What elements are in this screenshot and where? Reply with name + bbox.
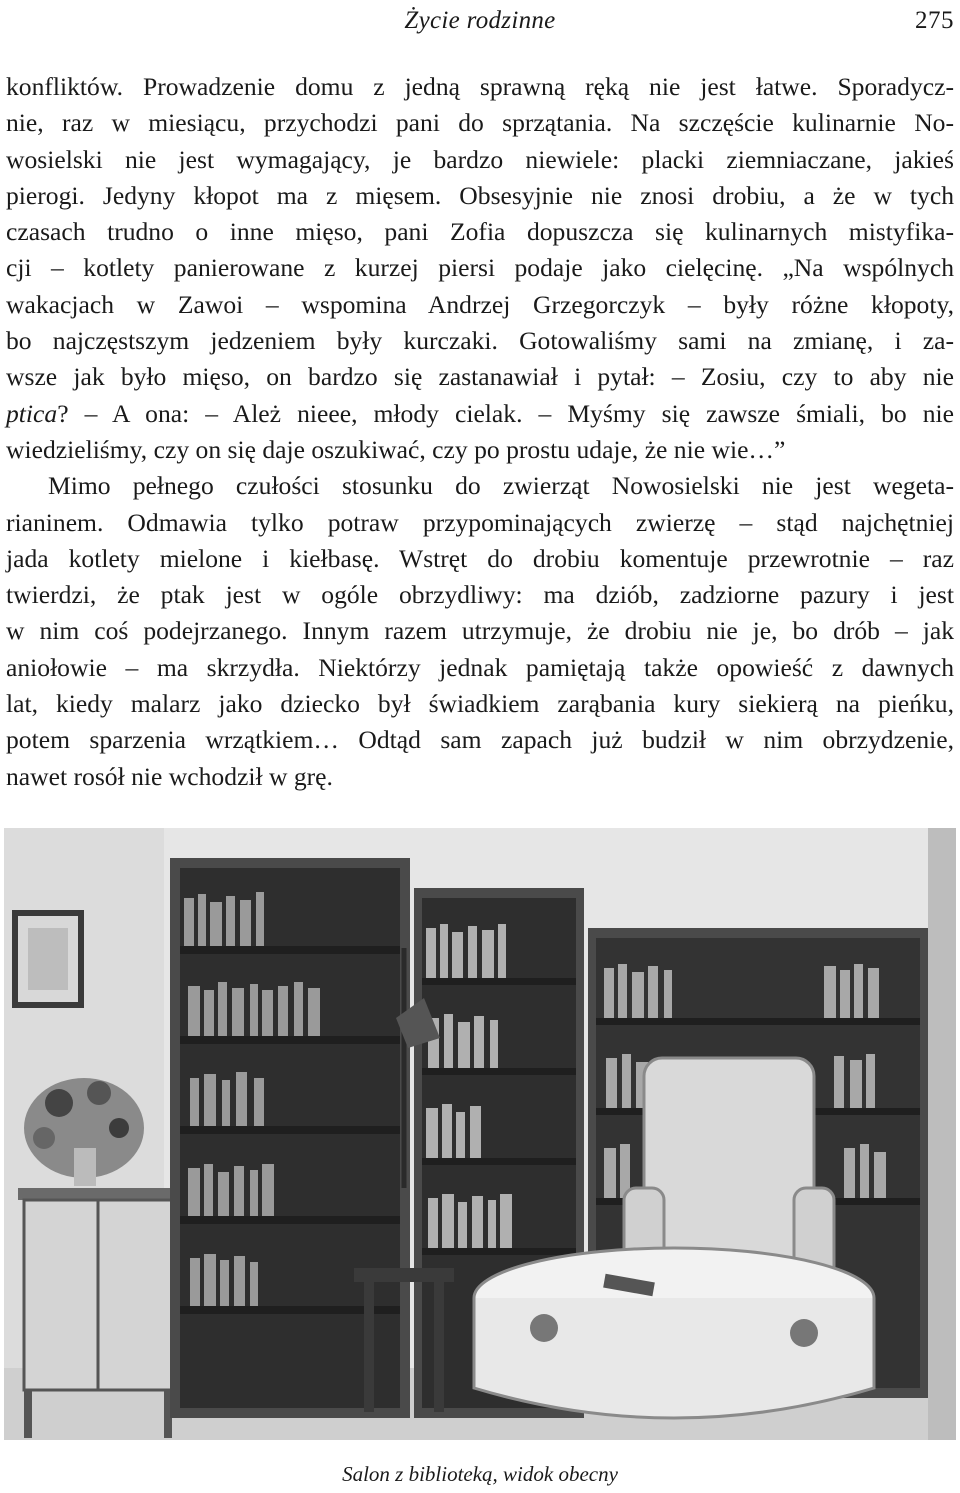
running-head [0, 4, 960, 38]
text-line: rianinem. Odmawia tylko potraw przypominających zwierzę – stąd najchętniej [6, 507, 954, 537]
text-line: lat, kiedy malarz jako dziecko był świadkiem zarąbania kury siekierą na pieńku, [6, 689, 954, 719]
text-line: nie, raz w miesiącu, przychodzi pani do sprzątania. Na szczęście kulinarnie No- [6, 108, 954, 138]
body-text [6, 69, 954, 795]
text-line: wsze jak było mięso, on bardzo się zastanawiał i pytał: – Zosiu, czy to aby nie [6, 362, 954, 392]
text-line [6, 396, 954, 432]
text-line: aniołowie – ma skrzydła. Niektórzy jednak pamiętają także opowieść z dawnych [6, 652, 954, 682]
round-table [474, 1248, 874, 1418]
text-line: wakacjach w Zawoi – wspomina Andrzej Grzegorczyk – były różne kłopoty, [6, 289, 954, 319]
text-line: w nim coś podejrzanego. Innym razem utrzymuje, że drobiu nie je, bo drób – jak [6, 616, 954, 646]
framed-picture [12, 910, 84, 1008]
text-line: pierogi. Jedyny kłopot ma z mięsem. Obsesyjnie nie znosi drobiu, a że w tych [6, 180, 954, 210]
text-line: Mimo pełnego czułości stosunku do zwierząt Nowosielski nie jest wegeta- [48, 471, 954, 501]
text-line: cji – kotlety panierowane z kurzej piersi podaje jako cielęcinę. „Na wspólnych [6, 253, 954, 283]
text-line: bo najczęstszym jedzeniem były kurczaki. Gotowaliśmy sami na zmianę, i za- [6, 326, 954, 356]
library-photo [4, 828, 956, 1440]
text-line: czasach trudno o inne mięso, pani Zofia dopuszcza się kulinarnych mistyfika- [6, 217, 954, 247]
italic-word: ptica [6, 398, 58, 428]
text-line: potem sparzenia wrzątkiem… Odtąd sam zapach już budził w nim obrzydzenie, [6, 725, 954, 755]
page-number: 275 [915, 7, 954, 34]
paragraph-1 [6, 69, 954, 468]
text-line-rest: ? – A ona: – Ależ nieee, młody cielak. – Myśmy się zawsze śmiali, bo nie [57, 398, 954, 428]
text-line: twierdzi, że ptak jest w ogóle obrzydliwy: ma dziób, zadziorne pazury i jest [6, 580, 954, 610]
photo-caption: Salon z biblioteką, widok obecny [342, 1462, 618, 1486]
text-line: konfliktów. Prowadzenie domu z jedną sprawną ręką nie jest łatwe. Sporadycz- [6, 72, 954, 101]
text-line: wosielski nie jest wymagający, je bardzo niewiele: placki ziemniaczane, jakieś [6, 144, 954, 174]
running-title: Życie rodzinne [404, 7, 556, 34]
text-line: wiedzieliśmy, czy on się daje oszukiwać, czy po prostu udaje, że nie wie…” [6, 434, 786, 464]
paragraph-2 [6, 468, 954, 795]
text-line: jada kotlety mielone i kiełbasę. Wstręt do drobiu komentuje przewrotnie – raz [6, 543, 954, 573]
text-line: nawet rosół nie wchodził w grę. [6, 761, 333, 791]
